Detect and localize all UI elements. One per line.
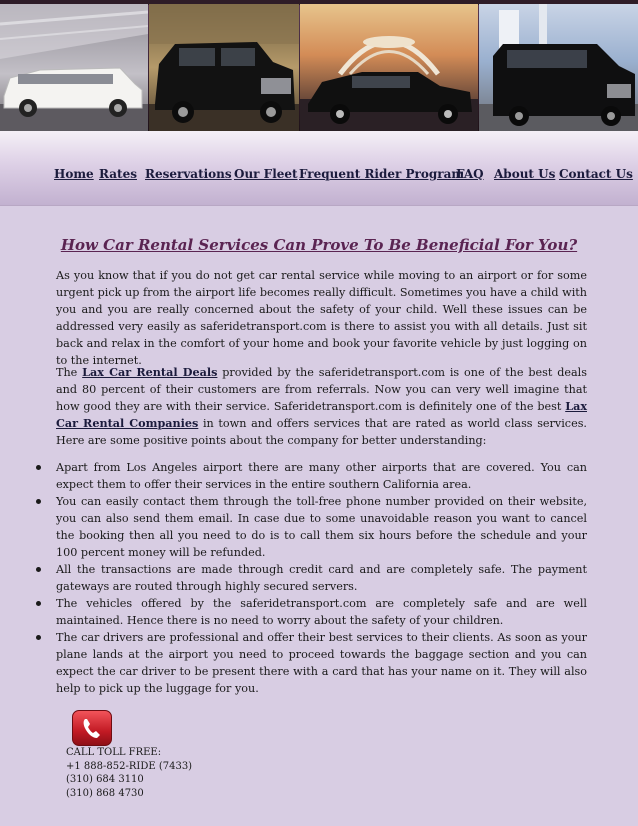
photo-white-limousine bbox=[0, 4, 148, 131]
nav-frequent-rider[interactable]: Frequent Rider Program bbox=[299, 167, 465, 181]
header-banner bbox=[0, 0, 638, 131]
nav-our-fleet[interactable]: Our Fleet bbox=[234, 167, 298, 181]
photo-lax-sedan bbox=[300, 4, 478, 131]
bullet-icon bbox=[36, 499, 41, 504]
bullet-icon bbox=[36, 465, 41, 470]
lax-car-rental-companies-link[interactable]: Lax Car Rental Companies bbox=[56, 399, 587, 430]
bullet-icon bbox=[36, 601, 41, 606]
toll-free-contact bbox=[66, 746, 192, 800]
nav-about-us[interactable]: About Us bbox=[494, 167, 556, 181]
list-item bbox=[36, 595, 587, 629]
photo-black-suv bbox=[149, 4, 299, 131]
deals-paragraph bbox=[56, 364, 587, 449]
benefits-list bbox=[36, 459, 587, 697]
list-item bbox=[36, 561, 587, 595]
deals-text-b: provided by the saferidetransport.com is one of the best deals and 80 percent of their customers are from referrals. Now you can very well imagine that how good they are with their service. Saferidetransport.com is definitely one of the best bbox=[56, 366, 587, 413]
nav-reservations[interactable]: Reservations bbox=[145, 167, 232, 181]
navigation-band bbox=[0, 131, 638, 206]
nav-contact-us[interactable]: Contact Us bbox=[559, 167, 633, 181]
nav-rates[interactable]: Rates bbox=[99, 167, 137, 181]
nav-faq[interactable]: FAQ bbox=[456, 167, 484, 181]
intro-paragraph: As you know that if you do not get car rental service while moving to an airport or for some urgent pick up from the airport life becomes really difficult. Sometimes you have a child with you and you are really concerned about the safety of your child. Well these issues can be addressed very easily as saferidetransport.com is there to assist you with all details. Just sit back and relax in the comfort of your home and book your favorite vehicle by just logging on to the internet. bbox=[56, 269, 587, 367]
list-item-text: You can easily contact them through the toll-free phone number provided on their website, you can also send them email. In case due to some unavoidable reason you want to cancel the booking then all you need to do is to call them six hours before the schedule and your 100 percent money will be refunded. bbox=[56, 495, 587, 559]
phone-number-local-2[interactable]: (310) 868 4730 bbox=[66, 787, 144, 799]
toll-free-label: CALL TOLL FREE: bbox=[66, 747, 162, 758]
photo-black-van bbox=[479, 4, 638, 131]
article-title: How Car Rental Services Can Prove To Be Beneficial For You? bbox=[60, 236, 578, 254]
phone-icon[interactable] bbox=[72, 710, 112, 746]
list-item-text: The vehicles offered by the saferidetransport.com are completely safe and are well maintained. Hence there is no need to worry about the safety of your children. bbox=[56, 597, 587, 627]
bullet-icon bbox=[36, 567, 41, 572]
list-item-text: The car drivers are professional and offer their best services to their clients. As soon as your plane lands at the airport you need to proceed towards the baggage section and you can expect the car driver to be present there with a card that has your name on it. They will also help to pick up the luggage for you. bbox=[56, 631, 587, 695]
list-item bbox=[36, 493, 587, 561]
nav-home[interactable]: Home bbox=[54, 167, 94, 181]
list-item bbox=[36, 629, 587, 697]
lax-car-rental-deals-link[interactable]: Lax Car Rental Deals bbox=[82, 365, 218, 379]
deals-text-a: The bbox=[56, 366, 83, 379]
phone-number-local-1[interactable]: (310) 684 3110 bbox=[66, 774, 144, 785]
deals-text-c: in town and offers services that are rated as world class services. Here are some positive points about the company for better understanding: bbox=[56, 417, 587, 447]
phone-number-toll-free[interactable]: +1 888-852-RIDE (7433) bbox=[66, 760, 193, 772]
bullet-icon bbox=[36, 635, 41, 640]
list-item bbox=[36, 459, 587, 493]
list-item-text: Apart from Los Angeles airport there are many other airports that are covered. You can expect them to offer their services in the entire southern California area. bbox=[56, 461, 587, 491]
list-item-text: All the transactions are made through credit card and are completely safe. The payment gateways are routed through highly secured servers. bbox=[56, 563, 587, 593]
